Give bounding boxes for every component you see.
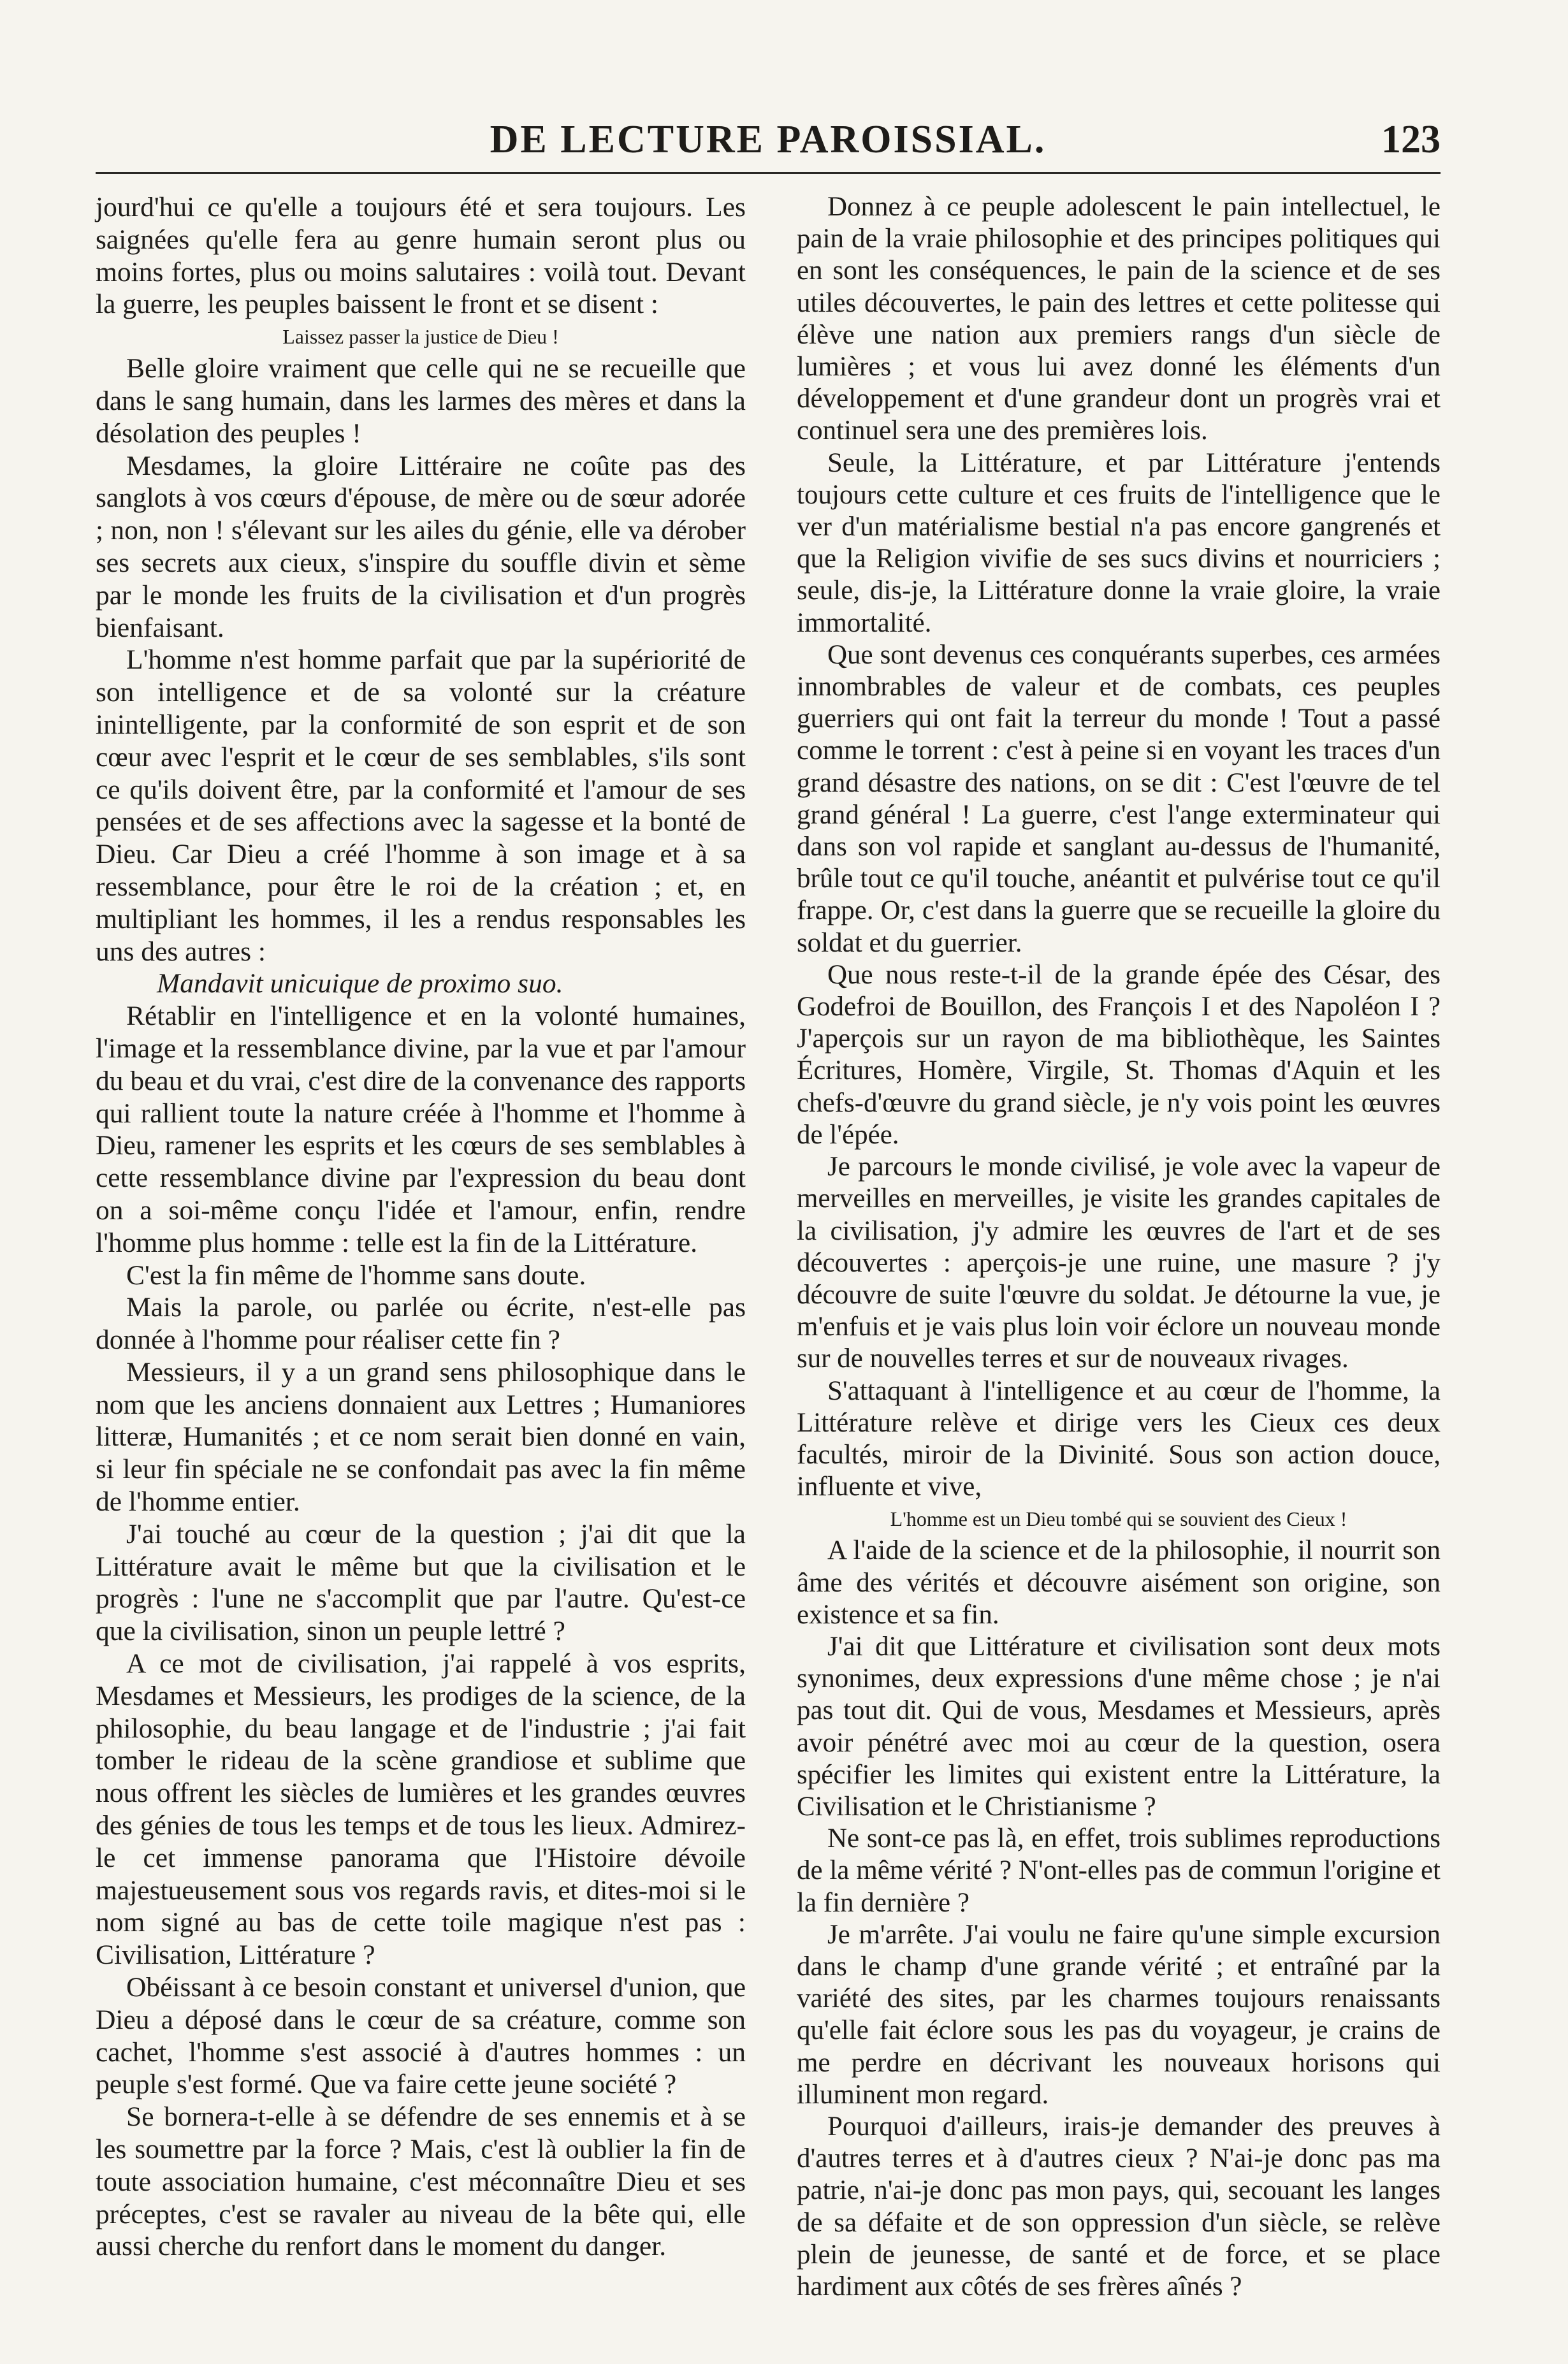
latin-quote: Mandavit unicuique de proximo suo. [157,968,563,999]
paragraph: S'attaquant à l'intelligence et au cœur de l'homme, la Littérature relève et dirige vers les Cieux ces deux facultés, miroir de la Divinité. Sous son action douce, influente et vive, [797,1375,1441,1502]
left-column [96,191,746,2263]
paragraph: Rétablir en l'intelligence et en la volonté humaines, l'image et la ressemblance divine, par la vue et par l'amour du beau et du vrai, c'est dire de la convenance des rapports qui rallient toute la nature créée à l'homme et l'homme à Dieu, ramener les esprits et les cœurs de ses semblables à cette ressemblance divine par l'expression du beau dont on a soi-même conçu l'idée et l'amour, enfin, rendre l'homme plus homme : telle est la fin de la Littérature. [96,1001,746,1258]
paragraph: C'est la fin même de l'homme sans doute. [126,1259,586,1291]
paragraph: J'ai dit que Littérature et civilisation sont deux mots synonimes, deux expressions d'une même chose ; je n'ai pas tout dit. Qui de vous, Mesdames et Messieurs, après avoir pénétré avec moi au cœur de la question, osera spécifier les limites qui existent entre la Littérature, la Civilisation et le Christianisme ? [797,1631,1441,1822]
paragraph: jourd'hui ce qu'elle a toujours été et sera toujours. Les saignées qu'elle fera au genre humain seront plus ou moins fortes, plus ou moins salutaires : voilà tout. Devant la guerre, les peuples baissent le front et se disent : [96,192,746,320]
paragraph: J'ai touché au cœur de la question ; j'ai dit que la Littérature avait le même but que la civilisation et le progrès : l'une ne s'accomplit que par l'autre. Qu'est-ce que la civilisation, sinon un peuple lettré ? [96,1518,746,1647]
paragraph: Ne sont-ce pas là, en effet, trois sublimes reproductions de la même vérité ? N'ont-elles pas de commun l'origine et la fin dernière ? [797,1824,1441,1918]
verse-quote: Laissez passer la justice de Dieu ! [282,325,559,349]
running-title: DE LECTURE PAROISSIAL. [490,118,1047,161]
paragraph: L'homme n'est homme parfait que par la supériorité de son intelligence et de sa volonté sur la créature inintelligente, par la conformité de son esprit et de son cœur avec l'esprit et le cœur de ses semblables, s'ils sont ce qu'ils doivent être, par la conformité et l'amour de ses pensées et de ses affections avec la sagesse et la bonté de Dieu. Car Dieu a créé l'homme à son image et à sa ressemblance, pour être le roi de la création ; et, en multipliant les hommes, il les a rendus responsables les uns des autres : [96,644,746,967]
page-number: 123 [1381,118,1441,161]
paragraph: Seule, la Littérature, et par Littérature j'entends toujours cette culture et ces fruits de l'intelligence que le ver d'un matérialisme bestial n'a pas encore gangrenés et que la Religion vivifie de ses sucs divins et nourriciers ; seule, dis-je, la Littérature donne la vraie gloire, la vraie immortalité. [797,447,1441,638]
paragraph: A l'aide de la science et de la philosophie, il nourrit son âme des vérités et découvre aisément son origine, son existence et sa fin. [797,1535,1441,1630]
paragraph: Je m'arrête. J'ai voulu ne faire qu'une simple excursion dans le champ d'une grande vérité ; et entraîné par la variété des sites, par les charmes toujours renaissants qu'elle fait éclore sous les pas du voyageur, je crains de me perdre en décrivant les nouveaux horisons qui illuminent mon regard. [797,1919,1441,2110]
paragraph: Je parcours le monde civilisé, je vole avec la vapeur de merveilles en merveilles, je visite les grandes capitales de la civilisation, j'y admire les œuvres de l'art et de ses découvertes : aperçois-je une ruine, une masure ? j'y découvre de suite l'œuvre du soldat. Je détourne la vue, je m'enfuis et je vais plus loin voir éclore un nouveau monde sur de nouvelles terres et sur de nouveaux rivages. [797,1152,1441,1374]
page-header [96,115,1441,174]
paragraph: Obéissant à ce besoin constant et universel d'union, que Dieu a déposé dans le cœur de sa créature, comme son cachet, l'homme s'est associé à d'autres hommes : un peuple s'est formé. Que va faire cette jeune société ? [96,1972,746,2100]
paragraph: Belle gloire vraiment que celle qui ne se recueille que dans le sang humain, dans les larmes des mères et dans la désolation des peuples ! [96,353,746,449]
paragraph: Pourquoi d'ailleurs, irais-je demander des preuves à d'autres terres et à d'autres cieux ? N'ai-je donc pas ma patrie, n'ai-je donc pas mon pays, qui, secouant les langes de sa défaite et de son oppression d'un siècle, se relève plein de jeunesse, de santé et de force, et se place hardiment aux côtés de ses frères aînés ? [797,2111,1441,2302]
paragraph: Se bornera-t-elle à se défendre de ses ennemis et à se les soumettre par la force ? Mais, c'est là oublier la fin de toute association humaine, c'est méconnaître Dieu et ses préceptes, c'est se ravaler au niveau de la bête qui, elle aussi cherche du renfort dans le moment du danger. [96,2101,746,2262]
paragraph: A ce mot de civilisation, j'ai rappelé à vos esprits, Mesdames et Messieurs, les prodiges de la science, de la philosophie, du beau langage et de l'industrie ; j'ai fait tomber le rideau de la scène grandiose et sublime que nous offrent les siècles de lumières et les grandes œuvres des génies de tous les temps et de tous les lieux. Admirez-le cet immense panorama que l'Histoire dévoile majestueusement sous vos regards ravis, et dites-moi si le nom signé au bas de cette toile magique n'est pas : Civilisation, Littérature ? [96,1648,746,1971]
paragraph: Messieurs, il y a un grand sens philosophique dans le nom que les anciens donnaient aux Lettres ; Humaniores litteræ, Humanités ; et ce nom serait bien donné en vain, si leur fin spéciale ne se confondait pas avec la fin même de l'homme entier. [96,1356,746,1518]
paragraph: Donnez à ce peuple adolescent le pain intellectuel, le pain de la vraie philosophie et des principes politiques qui en sont les conséquences, le pain de la science et de ses utiles découvertes, le pain des lettres et cette politesse qui élève une nation aux premiers rangs d'un siècle de lumières ; et vous lui avez donné les éléments d'un développement et d'une grandeur dont un progrès vrai et continuel sera une des premières lois. [797,192,1441,446]
paragraph: Mesdames, la gloire Littéraire ne coûte pas des sanglots à vos cœurs d'épouse, de mère ou de sœur adorée ; non, non ! s'élevant sur les ailes du génie, elle va dérober ses secrets aux cieux, s'inspire du souffle divin et sème par le monde les fruits de la civilisation et d'un progrès bienfaisant. [96,450,746,643]
paragraph: Que nous reste-t-il de la grande épée des César, des Godefroi de Bouillon, des François I et des Napoléon I ? J'aperçois sur un rayon de ma bibliothèque, les Saintes Écritures, Homère, Virgile, St. Thomas d'Aquin et les chefs-d'œuvre du grand siècle, je n'y vois point les œuvres de l'épée. [797,959,1441,1150]
paragraph: Mais la parole, ou parlée ou écrite, n'est-elle pas donnée à l'homme pour réaliser cette fin ? [96,1292,746,1356]
verse-quote: L'homme est un Dieu tombé qui se souvient des Cieux ! [890,1507,1347,1531]
right-column [797,191,1441,2303]
paragraph: Que sont devenus ces conquérants superbes, ces armées innombrables de valeur et de combats, ces peuples guerriers qui ont fait la terreur du monde ! Tout a passé comme le torrent : c'est à peine si en voyant les traces d'un grand désastre des nations, on se dit : C'est l'œuvre de tel grand général ! La guerre, c'est l'ange exterminateur qui dans son vol rapide et sanglant au-dessus de l'humanité, brûle tout ce qu'il touche, anéantit et pulvérise tout ce qu'il frappe. Or, c'est dans la guerre que se recueille la gloire du soldat et du guerrier. [797,639,1441,958]
